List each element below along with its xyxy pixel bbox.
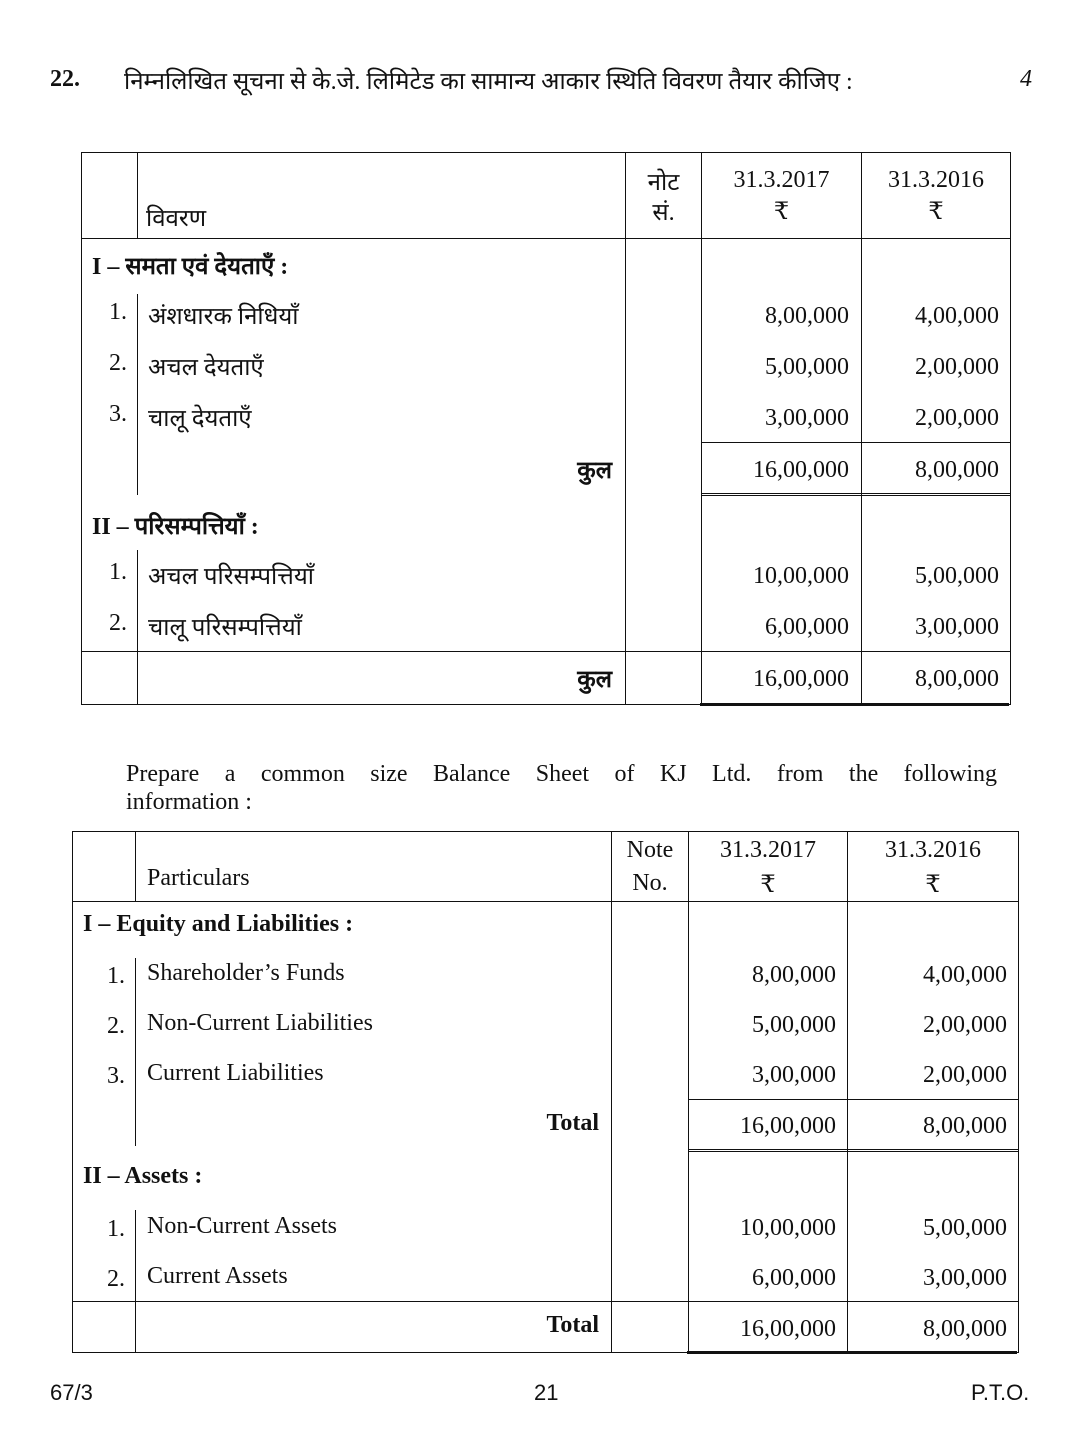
- page-number: 21: [534, 1380, 559, 1405]
- question-text-english-line1: Prepare a common size Balance Sheet of KJ Ltd. from the following: [126, 761, 997, 787]
- row-label: Current Liabilities: [147, 1060, 324, 1086]
- value-2017: 6,00,000: [765, 614, 849, 640]
- header-year-2016: 31.3.2016: [888, 167, 984, 193]
- value-2017: 8,00,000: [765, 303, 849, 329]
- value-2016: 2,00,000: [923, 1062, 1007, 1088]
- row-number: 1.: [107, 1216, 125, 1242]
- total-2016: 8,00,000: [915, 457, 999, 483]
- value-2017: 3,00,000: [752, 1062, 836, 1088]
- total-2017: 16,00,000: [753, 457, 849, 483]
- header-note-line2: No.: [632, 870, 668, 896]
- total-label: कुल: [577, 458, 612, 484]
- question-number: 22.: [50, 66, 80, 92]
- row-label: Non-Current Assets: [147, 1213, 337, 1239]
- please-turn-over: P.T.O.: [971, 1380, 1030, 1405]
- total-label: Total: [546, 1312, 599, 1338]
- question-text-english-line2: information :: [126, 789, 252, 815]
- value-2016: 2,00,000: [915, 354, 999, 380]
- section-title: II – Assets :: [83, 1163, 203, 1189]
- value-2017: 5,00,000: [752, 1012, 836, 1038]
- row-number: 2.: [109, 610, 127, 636]
- hindi-balance-sheet-table: [81, 152, 1011, 705]
- header-year-2016: 31.3.2016: [885, 837, 981, 863]
- value-2017: 5,00,000: [765, 354, 849, 380]
- value-2016: 3,00,000: [915, 614, 999, 640]
- value-2016: 4,00,000: [923, 962, 1007, 988]
- row-number: 2.: [109, 350, 127, 376]
- row-label: Shareholder’s Funds: [147, 960, 345, 986]
- total-2016: 8,00,000: [923, 1113, 1007, 1139]
- value-2016: 5,00,000: [915, 563, 999, 589]
- row-label: Current Assets: [147, 1263, 288, 1289]
- row-number: 3.: [107, 1063, 125, 1089]
- row-number: 2.: [107, 1013, 125, 1039]
- row-number: 1.: [109, 559, 127, 585]
- header-note-line2: सं.: [652, 200, 675, 226]
- total-label: कुल: [577, 667, 612, 693]
- header-year-2017: 31.3.2017: [733, 167, 830, 193]
- row-label: चालू देयताएँ: [148, 406, 252, 432]
- value-2016: 4,00,000: [915, 303, 999, 329]
- value-2017: 10,00,000: [740, 1215, 836, 1241]
- value-2017: 6,00,000: [752, 1265, 836, 1291]
- value-2016: 3,00,000: [923, 1265, 1007, 1291]
- row-label: Non-Current Liabilities: [147, 1010, 373, 1036]
- value-2016: 2,00,000: [923, 1012, 1007, 1038]
- value-2016: 2,00,000: [915, 405, 999, 431]
- header-note-line1: नोट: [647, 170, 680, 196]
- header-particulars: विवरण: [146, 206, 207, 232]
- header-particulars: Particulars: [147, 865, 250, 891]
- row-label: अचल देयताएँ: [148, 355, 264, 381]
- total-2016: 8,00,000: [923, 1316, 1007, 1342]
- value-2017: 8,00,000: [752, 962, 836, 988]
- header-currency-2017: ₹: [773, 199, 790, 225]
- section-title: I – समता एवं देयताएँ :: [92, 254, 289, 280]
- section-title: I – Equity and Liabilities :: [83, 911, 354, 937]
- header-currency-2016: ₹: [925, 872, 941, 898]
- header-currency-2017: ₹: [760, 872, 776, 898]
- row-label: अंशधारक निधियाँ: [148, 304, 299, 330]
- total-2016: 8,00,000: [915, 666, 999, 692]
- value-2017: 10,00,000: [753, 563, 849, 589]
- header-currency-2016: ₹: [928, 199, 944, 225]
- row-number: 3.: [109, 401, 127, 427]
- question-marks: 4: [1020, 66, 1032, 92]
- value-2017: 3,00,000: [765, 405, 849, 431]
- total-label: Total: [546, 1110, 599, 1136]
- total-2017: 16,00,000: [753, 666, 849, 692]
- row-label: अचल परिसम्पत्तियाँ: [148, 564, 314, 590]
- section-title: II – परिसम्पत्तियाँ :: [92, 514, 259, 540]
- row-number: 1.: [109, 299, 127, 325]
- total-2017: 16,00,000: [740, 1113, 836, 1139]
- row-number: 1.: [107, 963, 125, 989]
- header-year-2017: 31.3.2017: [720, 837, 816, 863]
- header-note-line1: Note: [626, 837, 674, 863]
- value-2016: 5,00,000: [923, 1215, 1007, 1241]
- row-label: चालू परिसम्पत्तियाँ: [148, 615, 302, 641]
- row-number: 2.: [107, 1266, 125, 1292]
- english-balance-sheet-table: [72, 831, 1019, 1353]
- paper-code: 67/3: [50, 1380, 93, 1405]
- question-text-hindi: निम्नलिखित सूचना से के.जे. लिमिटेड का सामान्य आकार स्थिति विवरण तैयार कीजिए :: [124, 69, 853, 95]
- total-2017: 16,00,000: [740, 1316, 836, 1342]
